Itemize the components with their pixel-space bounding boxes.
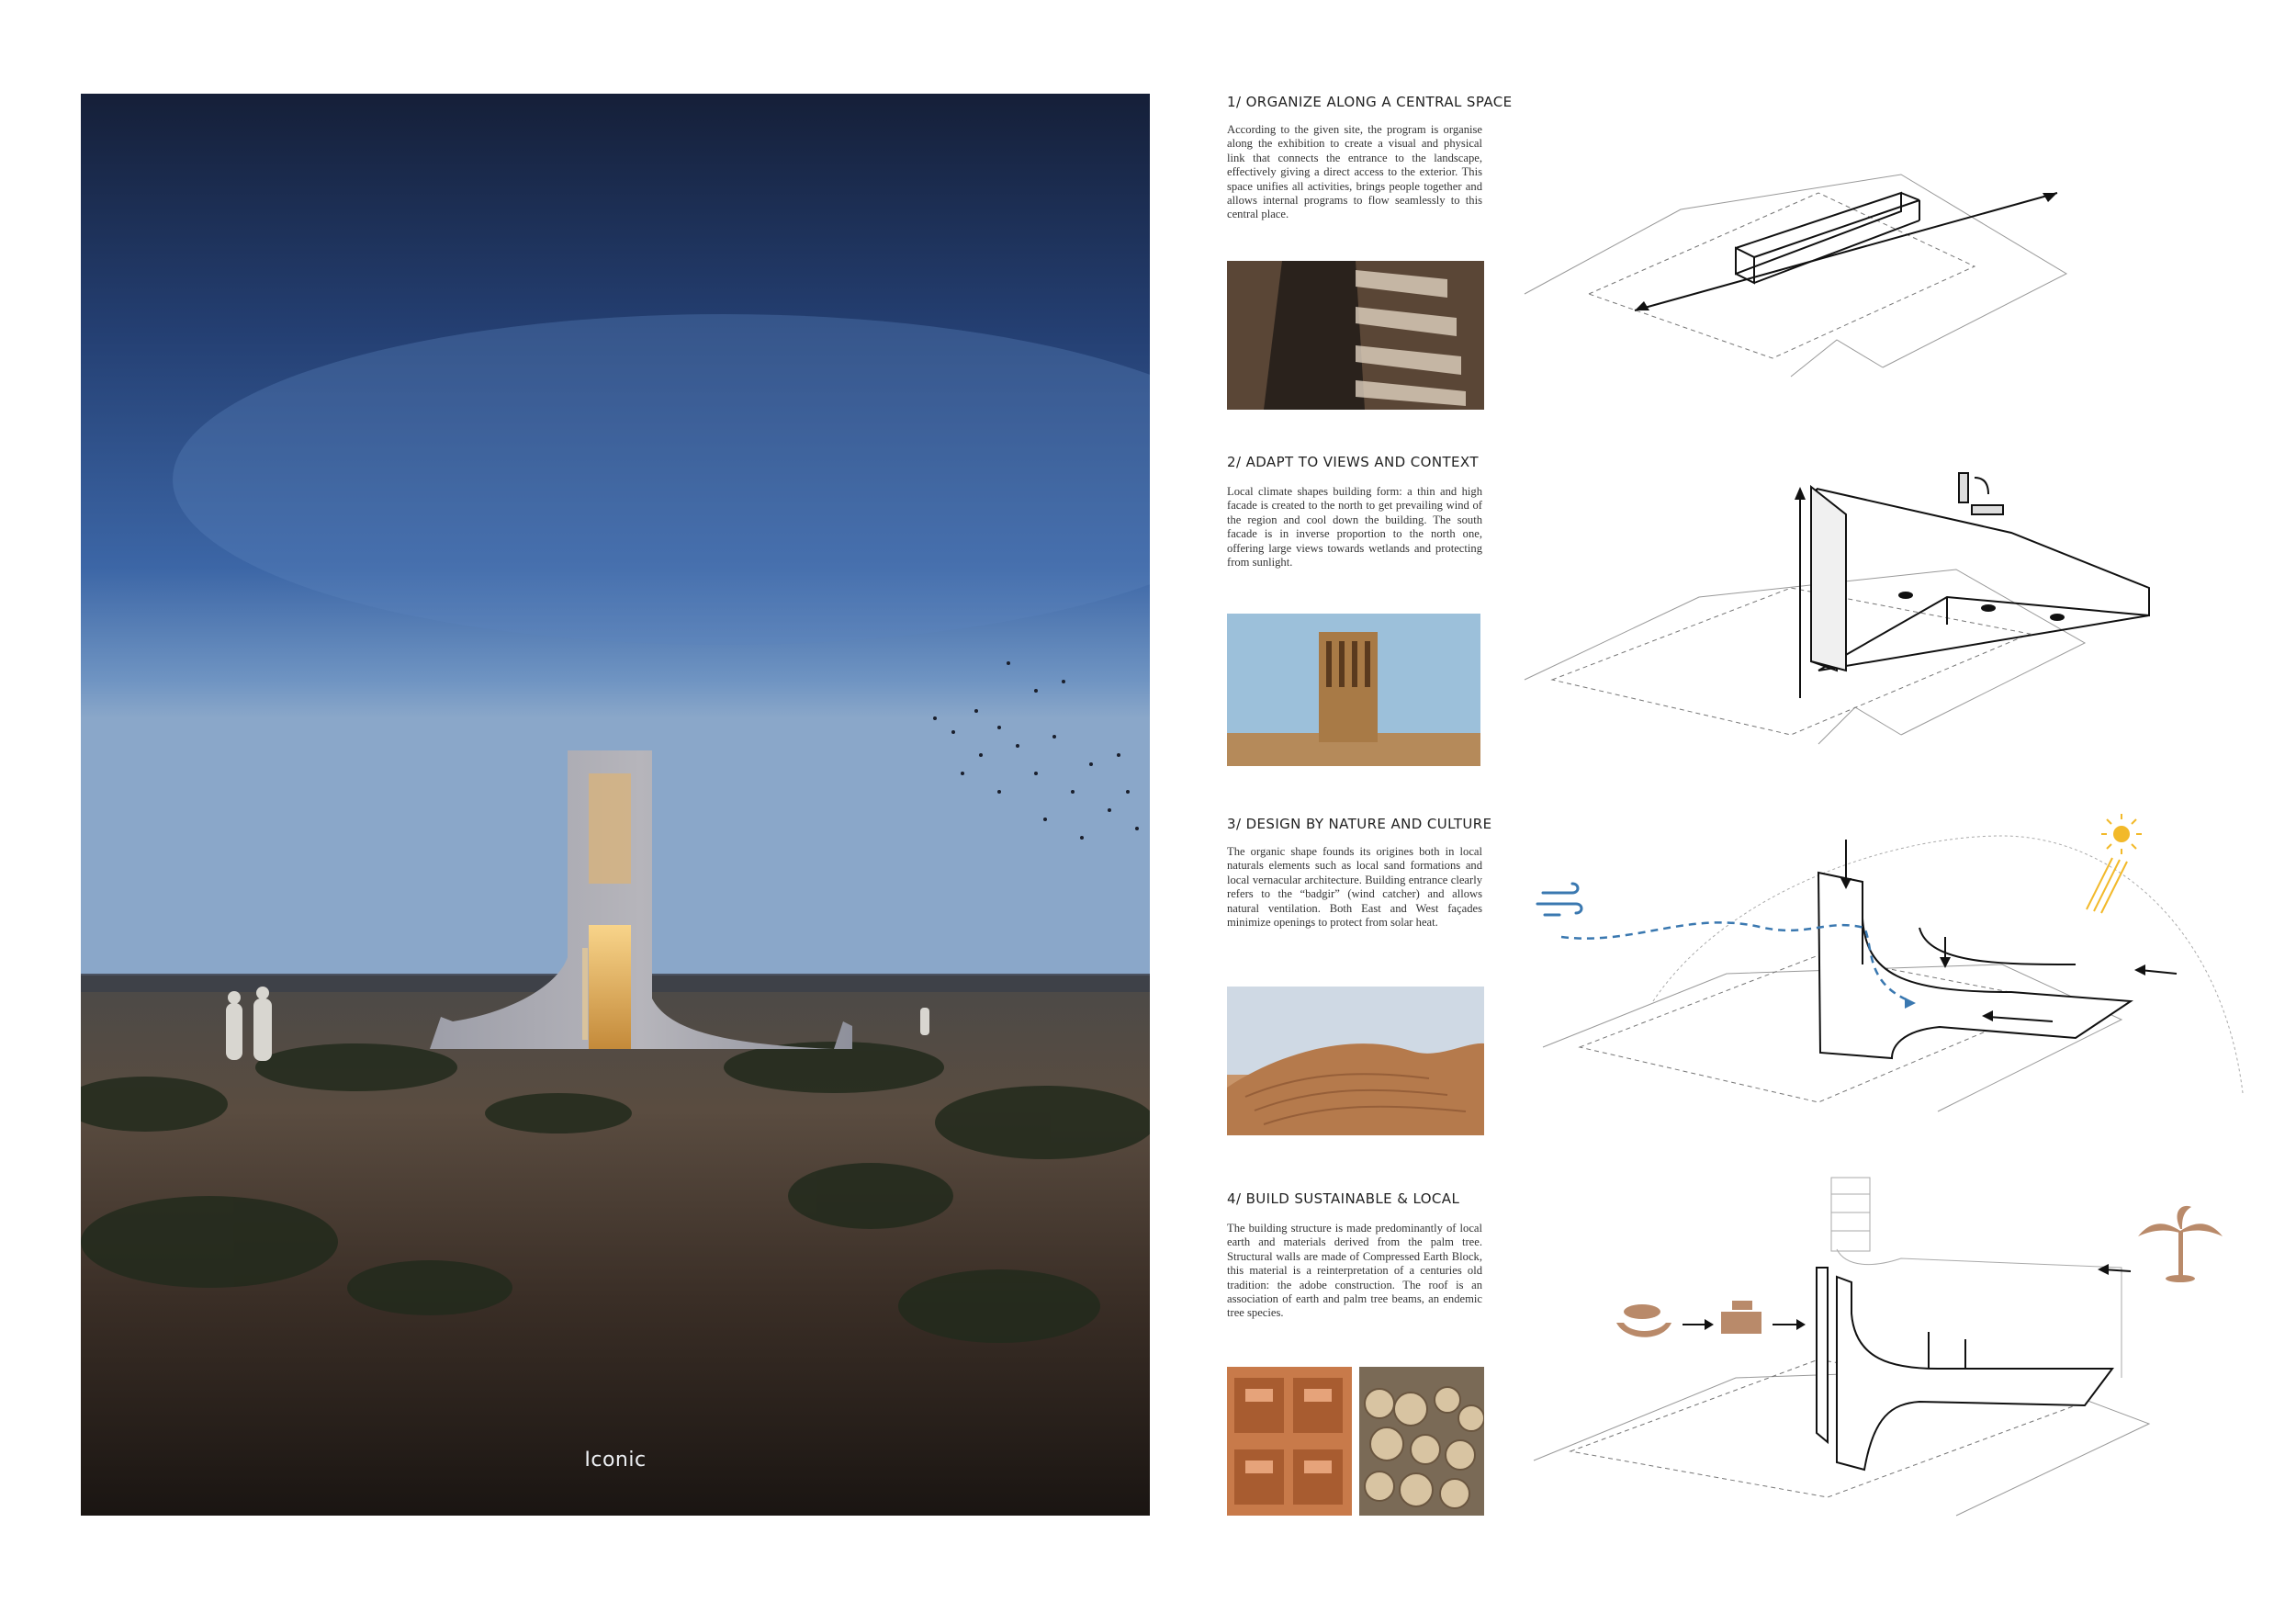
wind-icon <box>1537 884 1581 915</box>
section-3-photo-sand-formation <box>1227 987 1484 1135</box>
bricks-icon <box>1721 1301 1761 1334</box>
section-3-body: The organic shape founds its origines both in local naturals elements such as local sand formations and local vernacular architecture. Building entrance clearly refers to the “badgir” (wind catcher) and allows natural ventilation. Both East and West façades minimize openings to protect from solar heat. <box>1227 845 1482 930</box>
diagram-3-nature-culture <box>1525 818 2250 1121</box>
section-4-body: The building structure is made predominantly of local earth and materials derived from the palm tree. Structural walls are made of Compressed Earth Block, this material is a reinterpretation of a centuries old tradition: the adobe construction. The roof is an association of earth and palm tree beams, an endemic tree species. <box>1227 1222 1482 1320</box>
section-2-photo-windcatcher <box>1227 614 1480 766</box>
diagram-1-central-axis <box>1515 156 2085 386</box>
section-1-photo-corridor <box>1227 261 1484 410</box>
section-3-title: 3/ DESIGN BY NATURE AND CULTURE <box>1227 816 1492 832</box>
section-4-photo-earth-blocks <box>1227 1367 1352 1516</box>
section-1-body: According to the given site, the program is organise along the exhibition to create a visual and physical link that connects the entrance to the landscape, effectively giving a direct access to the exterior. This space unifies all activities, brings people together and allows internal programs to flow seamlessly to this central place. <box>1227 123 1482 221</box>
section-1-title: 1/ ORGANIZE ALONG A CENTRAL SPACE <box>1227 94 1513 110</box>
section-2-body: Local climate shapes building form: a thin and high facade is created to the north to get prevailing wind of the region and cool down the building. The south facade is in inverse proportion to the north one, offering large views towards wetlands and protecting from sunlight. <box>1227 485 1482 570</box>
section-4-photo-palm-logs <box>1359 1367 1484 1516</box>
earth-hand-icon <box>1616 1304 1671 1337</box>
section-2-title: 2/ ADAPT TO VIEWS AND CONTEXT <box>1227 454 1479 470</box>
diagram-2-views-context <box>1515 459 2122 762</box>
palm-tree-icon <box>2138 1206 2223 1282</box>
diagram-4-sustainable-local <box>1525 1176 2223 1516</box>
sun-icon <box>2101 814 2142 854</box>
render-caption: Iconic <box>584 1449 647 1472</box>
render-image <box>81 94 1150 1516</box>
section-4-title: 4/ BUILD SUSTAINABLE & LOCAL <box>1227 1190 1460 1207</box>
rotate-arrow-icon <box>1959 473 2003 514</box>
hero-render <box>81 94 1150 1516</box>
